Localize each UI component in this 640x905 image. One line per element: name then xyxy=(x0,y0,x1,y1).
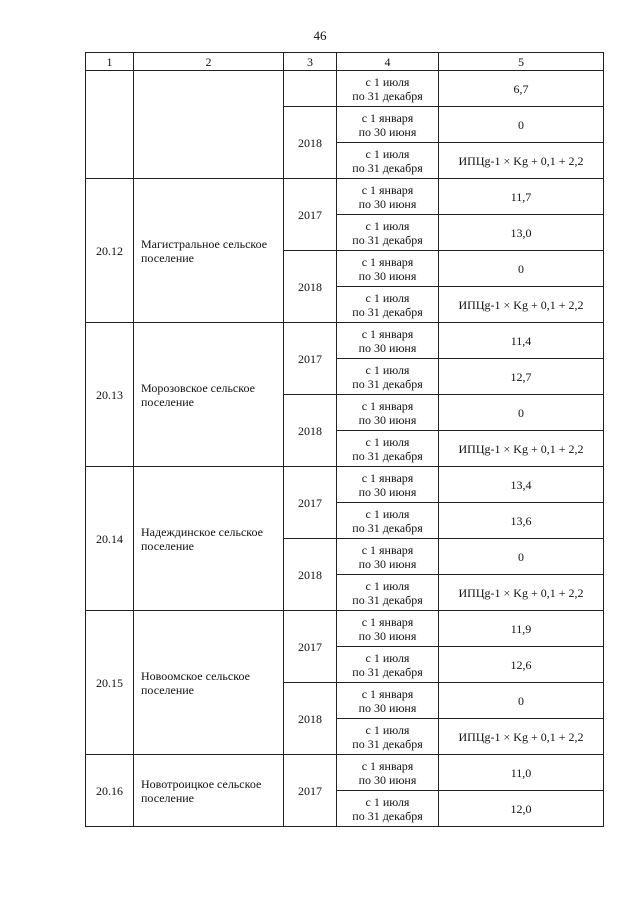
year-cell: 2018 xyxy=(284,251,337,323)
value-cell: 11,4 xyxy=(439,323,604,359)
number-cell xyxy=(86,71,134,179)
period-cell: с 1 января по 30 июня xyxy=(337,323,439,359)
value-cell: 13,0 xyxy=(439,215,604,251)
name-cell: Новотроицкое сельское поселение xyxy=(134,755,284,827)
column-header: 3 xyxy=(284,53,337,71)
value-cell: 0 xyxy=(439,539,604,575)
name-cell: Новоомское сельское поселение xyxy=(134,611,284,755)
table-row xyxy=(86,467,604,503)
value-cell: 11,0 xyxy=(439,755,604,791)
name-cell xyxy=(134,71,284,179)
period-cell: с 1 января по 30 июня xyxy=(337,251,439,287)
period-cell: с 1 июля по 31 декабря xyxy=(337,791,439,827)
period-cell: с 1 июля по 31 декабря xyxy=(337,719,439,755)
year-cell: 2017 xyxy=(284,323,337,395)
header-row xyxy=(86,53,604,71)
column-header: 2 xyxy=(134,53,284,71)
column-header: 5 xyxy=(439,53,604,71)
table-row xyxy=(86,71,604,107)
value-cell: 0 xyxy=(439,251,604,287)
period-cell: с 1 июля по 31 декабря xyxy=(337,647,439,683)
number-cell: 20.13 xyxy=(86,323,134,467)
year-cell xyxy=(284,71,337,107)
year-cell: 2017 xyxy=(284,179,337,251)
value-cell: 6,7 xyxy=(439,71,604,107)
tariff-table xyxy=(85,52,604,827)
period-cell: с 1 июля по 31 декабря xyxy=(337,143,439,179)
period-cell: с 1 января по 30 июня xyxy=(337,467,439,503)
formula-cell: ИПЦg-1 × Kg + 0,1 + 2,2 xyxy=(439,575,604,611)
table-row xyxy=(86,323,604,359)
period-cell: с 1 января по 30 июня xyxy=(337,107,439,143)
value-cell: 0 xyxy=(439,395,604,431)
column-header: 4 xyxy=(337,53,439,71)
name-cell: Надеждинское сельское поселение xyxy=(134,467,284,611)
number-cell: 20.14 xyxy=(86,467,134,611)
period-cell: с 1 января по 30 июня xyxy=(337,755,439,791)
period-cell: с 1 июля по 31 декабря xyxy=(337,575,439,611)
value-cell: 11,9 xyxy=(439,611,604,647)
year-cell: 2017 xyxy=(284,467,337,539)
period-cell: с 1 июля по 31 декабря xyxy=(337,287,439,323)
value-cell: 12,0 xyxy=(439,791,604,827)
period-cell: с 1 июля по 31 декабря xyxy=(337,215,439,251)
table-row xyxy=(86,755,604,791)
value-cell: 12,7 xyxy=(439,359,604,395)
year-cell: 2018 xyxy=(284,395,337,467)
period-cell: с 1 января по 30 июня xyxy=(337,539,439,575)
value-cell: 0 xyxy=(439,683,604,719)
period-cell: с 1 июля по 31 декабря xyxy=(337,359,439,395)
period-cell: с 1 января по 30 июня xyxy=(337,683,439,719)
page-number: 46 xyxy=(313,28,327,43)
value-cell: 0 xyxy=(439,107,604,143)
name-cell: Магистральное сельское поселение xyxy=(134,179,284,323)
formula-cell: ИПЦg-1 × Kg + 0,1 + 2,2 xyxy=(439,719,604,755)
year-cell: 2017 xyxy=(284,611,337,683)
year-cell: 2018 xyxy=(284,683,337,755)
value-cell: 13,6 xyxy=(439,503,604,539)
number-cell: 20.12 xyxy=(86,179,134,323)
year-cell: 2018 xyxy=(284,539,337,611)
number-cell: 20.16 xyxy=(86,755,134,827)
period-cell: с 1 января по 30 июня xyxy=(337,395,439,431)
formula-cell: ИПЦg-1 × Kg + 0,1 + 2,2 xyxy=(439,287,604,323)
value-cell: 12,6 xyxy=(439,647,604,683)
period-cell: с 1 января по 30 июня xyxy=(337,179,439,215)
table-row xyxy=(86,611,604,647)
formula-cell: ИПЦg-1 × Kg + 0,1 + 2,2 xyxy=(439,431,604,467)
formula-cell: ИПЦg-1 × Kg + 0,1 + 2,2 xyxy=(439,143,604,179)
period-cell: с 1 июля по 31 декабря xyxy=(337,503,439,539)
number-cell: 20.15 xyxy=(86,611,134,755)
year-cell: 2018 xyxy=(284,107,337,179)
value-cell: 11,7 xyxy=(439,179,604,215)
year-cell: 2017 xyxy=(284,755,337,827)
period-cell: с 1 июля по 31 декабря xyxy=(337,431,439,467)
table-row xyxy=(86,179,604,215)
period-cell: с 1 июля по 31 декабря xyxy=(337,71,439,107)
name-cell: Морозовское сельское поселение xyxy=(134,323,284,467)
period-cell: с 1 января по 30 июня xyxy=(337,611,439,647)
value-cell: 13,4 xyxy=(439,467,604,503)
column-header: 1 xyxy=(86,53,134,71)
